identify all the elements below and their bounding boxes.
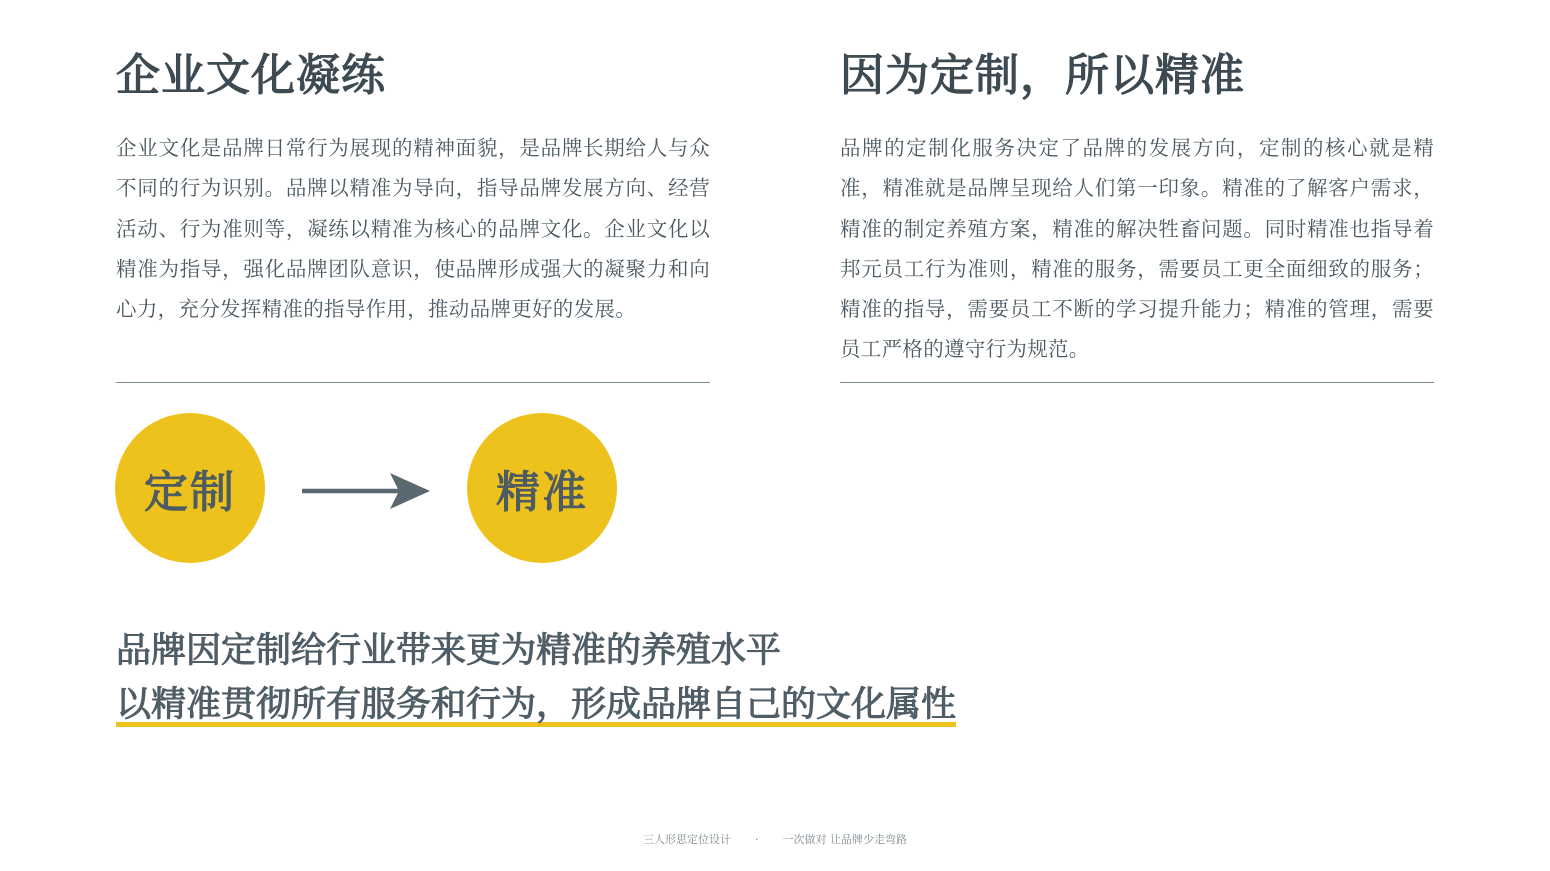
footer-left-text: 三人形思定位设计 (643, 833, 731, 846)
slogan-line-2 (116, 680, 1016, 730)
right-paragraph: 品牌的定制化服务决定了品牌的发展方向，定制的核心就是精准，精准就是品牌呈现给人们第一印象。精准的了解客户需求，精准的制定养殖方案，精准的解决牲畜问题。同时精准也指导着邦元员工行为准则，精准的服务，需要员工更全面细致的服务；精准的指导，需要员工不断的学习提升能力；精准的管理，需要员工严格的遵守行为规范。 (840, 136, 1434, 362)
right-divider (840, 382, 1434, 383)
right-column (840, 48, 1434, 370)
left-column (116, 48, 710, 329)
slogan-line-1: 品牌因定制给行业带来更为精准的养殖水平 (116, 631, 782, 671)
circle-to: 精准 (467, 413, 617, 563)
footer (0, 831, 1550, 847)
circle-from: 定制 (115, 413, 265, 563)
right-title: 因为定制，所以精准 (840, 50, 1245, 101)
right-arrow-icon (302, 472, 432, 512)
left-paragraph: 企业文化是品牌日常行为展现的精神面貌，是品牌长期给人与众不同的行为识别。品牌以精准为导向，指导品牌发展方向、经营活动、行为准则等，凝练以精准为核心的品牌文化。企业文化以精准为指导，强化品牌团队意识，使品牌形成强大的凝聚力和向心力，充分发挥精准的指导作用，推动品牌更好的发展。 (116, 136, 710, 322)
left-divider (116, 382, 710, 383)
footer-separator: · (755, 833, 759, 846)
footer-right-text: 一次做对 让品牌少走弯路 (782, 833, 907, 846)
slogan-line-2-text: 以精准贯彻所有服务和行为，形成品牌自己的文化属性 (116, 680, 956, 730)
left-title: 企业文化凝练 (116, 50, 386, 101)
